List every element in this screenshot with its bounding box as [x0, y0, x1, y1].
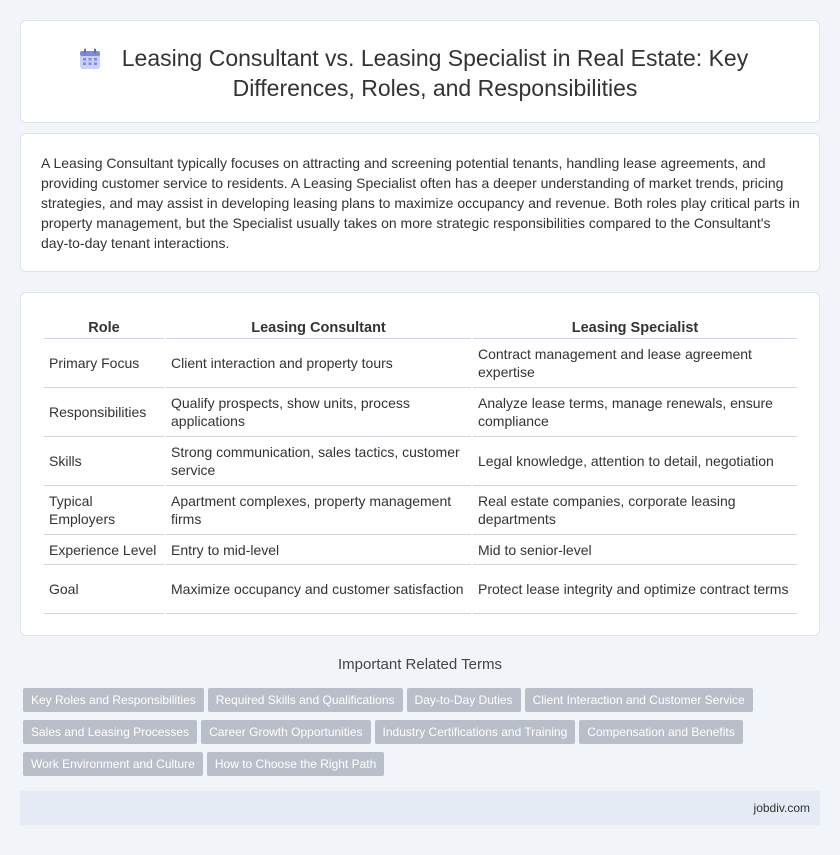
related-term-chip[interactable]: How to Choose the Right Path — [207, 752, 384, 776]
related-term-chip[interactable]: Client Interaction and Customer Service — [525, 688, 753, 712]
footer-bar — [20, 791, 820, 825]
intro-card — [20, 133, 820, 272]
specialist-cell: Analyze lease terms, manage renewals, ensure compliance — [473, 388, 797, 437]
consultant-cell: Client interaction and property tours — [166, 339, 471, 388]
related-term-chip[interactable]: Required Skills and Qualifications — [208, 688, 403, 712]
related-term-chip[interactable]: Career Growth Opportunities — [201, 720, 370, 744]
intro-paragraph: A Leasing Consultant typically focuses on attracting and screening potential tenants, handling lease agreements, and providing customer service to residents. A Leasing Specialist often has a deeper understanding of market trends, pricing strategies, and may assist in developing leasing plans to maximize occupancy and revenue. Both roles play critical parts in property management, but the Specialist usually takes on more strategic responsibilities compared to the Consultant's day-to-day tenant interactions. — [41, 155, 800, 251]
footer-site-link[interactable]: jobdiv.com — [753, 801, 810, 815]
specialist-cell: Protect lease integrity and optimize contract terms — [473, 565, 797, 614]
comparison-table-card — [20, 292, 820, 636]
specialist-cell: Mid to senior-level — [473, 535, 797, 565]
row-label: Typical Employers — [44, 486, 164, 535]
page-title-line-2: Differences, Roles, and Responsibilities — [232, 75, 638, 101]
comparison-table — [42, 311, 799, 614]
consultant-cell: Qualify prospects, show units, process applications — [166, 388, 471, 437]
consultant-cell: Apartment complexes, property management firms — [166, 486, 471, 535]
related-term-chip[interactable]: Compensation and Benefits — [579, 720, 742, 744]
row-label: Responsibilities — [44, 388, 164, 437]
row-label: Goal — [44, 565, 164, 614]
page-title-line-1: Leasing Consultant vs. Leasing Specialist in Real Estate: Key — [121, 45, 749, 71]
related-term-chip[interactable]: Key Roles and Responsibilities — [23, 688, 204, 712]
related-term-chip[interactable]: Day-to-Day Duties — [407, 688, 521, 712]
header-leasing-specialist: Leasing Specialist — [473, 311, 797, 339]
table-row — [44, 486, 797, 535]
header-role: Role — [44, 311, 164, 339]
title-card — [20, 20, 820, 123]
page-title — [81, 43, 789, 103]
consultant-cell: Maximize occupancy and customer satisfaction — [166, 565, 471, 614]
table-header-row — [44, 311, 797, 339]
table-row — [44, 339, 797, 388]
related-terms-title: Important Related Terms — [338, 656, 502, 673]
specialist-cell: Real estate companies, corporate leasing departments — [473, 486, 797, 535]
related-term-chip[interactable]: Sales and Leasing Processes — [23, 720, 197, 744]
table-row — [44, 388, 797, 437]
consultant-cell: Strong communication, sales tactics, customer service — [166, 437, 471, 486]
table-row — [44, 565, 797, 614]
row-label: Experience Level — [44, 535, 164, 565]
row-label: Skills — [44, 437, 164, 486]
specialist-cell: Contract management and lease agreement expertise — [473, 339, 797, 388]
header-leasing-consultant: Leasing Consultant — [166, 311, 471, 339]
consultant-cell: Entry to mid-level — [166, 535, 471, 565]
related-terms-list — [23, 688, 783, 784]
table-row — [44, 535, 797, 565]
specialist-cell: Legal knowledge, attention to detail, negotiation — [473, 437, 797, 486]
row-label: Primary Focus — [44, 339, 164, 388]
related-term-chip[interactable]: Work Environment and Culture — [23, 752, 203, 776]
related-term-chip[interactable]: Industry Certifications and Training — [375, 720, 576, 744]
table-row — [44, 437, 797, 486]
